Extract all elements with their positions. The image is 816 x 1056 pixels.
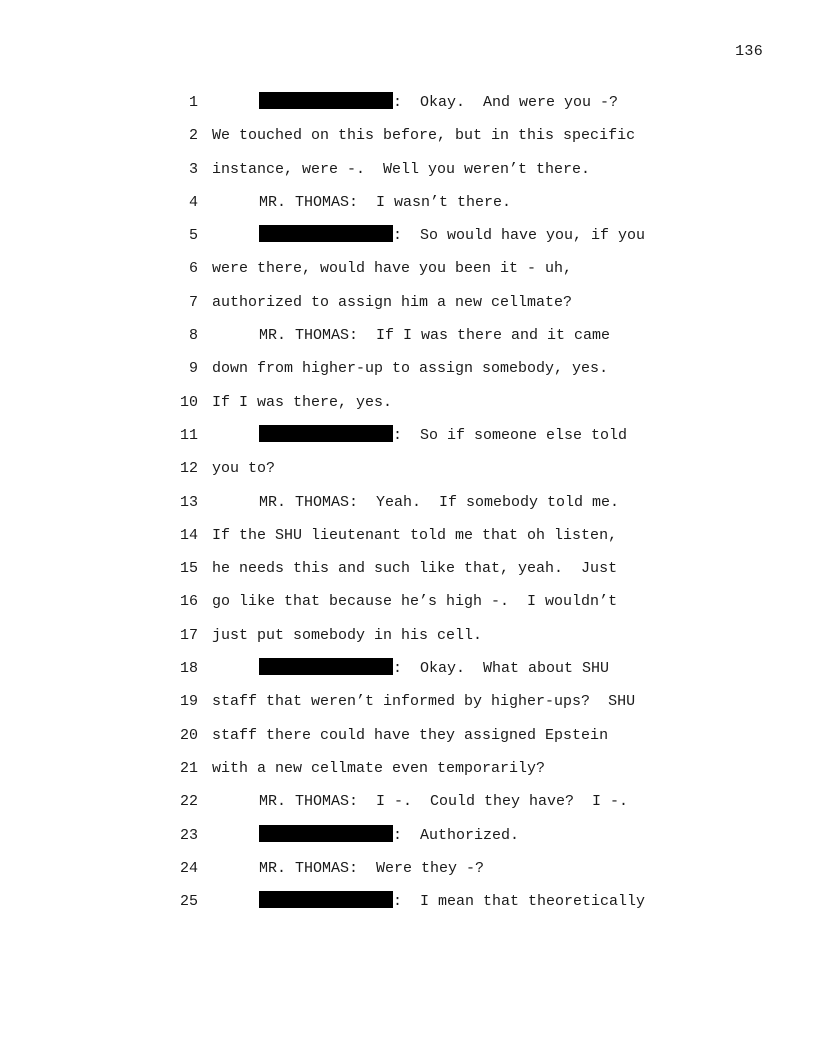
transcript-line (0, 491, 816, 524)
line-text (212, 624, 482, 648)
line-text (212, 590, 617, 614)
redaction-bar (259, 92, 393, 109)
transcript-line (0, 690, 816, 723)
transcript-line (0, 257, 816, 290)
spoken-text: staff that weren’t informed by higher-ups? SHU (212, 693, 636, 711)
transcript-line (0, 590, 816, 623)
line-text (259, 91, 618, 115)
line-number: 16 (179, 593, 198, 611)
transcript-line (0, 824, 816, 857)
line-text (212, 158, 590, 182)
transcript-line (0, 424, 816, 457)
spoken-text: you to? (212, 460, 276, 478)
line-number: 8 (188, 327, 198, 345)
transcript-body (0, 91, 816, 923)
redaction-bar (259, 425, 393, 442)
spoken-text: staff there could have they assigned Epstein (212, 726, 609, 744)
line-text (212, 557, 617, 581)
transcript-line (0, 890, 816, 923)
line-number: 17 (179, 626, 198, 644)
transcript-line (0, 91, 816, 124)
transcript-line (0, 557, 816, 590)
line-number: 13 (179, 493, 198, 511)
line-number: 9 (188, 360, 198, 378)
line-text (212, 357, 608, 381)
line-text (259, 857, 484, 881)
line-number: 12 (179, 460, 198, 478)
line-number: 11 (179, 426, 198, 444)
line-number: 15 (179, 560, 198, 578)
line-text (212, 257, 572, 281)
transcript-line (0, 524, 816, 557)
line-text (212, 757, 545, 781)
spoken-text: : So if someone else told (393, 426, 628, 444)
transcript-line (0, 324, 816, 357)
transcript-line (0, 391, 816, 424)
spoken-text: : Authorized. (393, 826, 520, 844)
redaction-bar (259, 825, 393, 842)
spoken-text: : Okay. And were you -? (393, 94, 619, 111)
spoken-text: with a new cellmate even temporarily? (212, 759, 546, 777)
spoken-text: go like that because he’s high -. I wouldn’t (212, 593, 618, 611)
line-text (259, 657, 609, 681)
spoken-text: instance, were -. Well you weren’t there. (212, 160, 591, 178)
spoken-text: If I was there, yes. (212, 393, 393, 411)
line-text (212, 690, 635, 714)
line-text (259, 324, 610, 348)
spoken-text: MR. THOMAS: If I was there and it came (259, 327, 611, 345)
spoken-text: : Okay. What about SHU (393, 660, 610, 678)
line-text (259, 424, 627, 448)
spoken-text: MR. THOMAS: I wasn’t there. (259, 193, 512, 211)
redaction-bar (259, 891, 393, 908)
transcript-line (0, 457, 816, 490)
line-text (212, 291, 572, 315)
line-text (259, 790, 628, 814)
transcript-line (0, 757, 816, 790)
spoken-text: were there, would have you been it - uh, (212, 260, 573, 278)
transcript-line (0, 191, 816, 224)
transcript-line (0, 790, 816, 823)
line-text (212, 124, 635, 148)
spoken-text: : I mean that theoretically (393, 893, 646, 911)
redaction-bar (259, 225, 393, 242)
line-text (259, 824, 519, 848)
line-number: 23 (179, 826, 198, 844)
line-number: 19 (179, 693, 198, 711)
line-number: 25 (179, 893, 198, 911)
transcript-line (0, 291, 816, 324)
transcript-line (0, 357, 816, 390)
spoken-text: authorized to assign him a new cellmate? (212, 293, 573, 311)
line-number: 14 (179, 526, 198, 544)
spoken-text: If the SHU lieutenant told me that oh listen, (212, 526, 618, 544)
line-number: 21 (179, 759, 198, 777)
line-number: 22 (179, 793, 198, 811)
line-number: 6 (188, 260, 198, 278)
spoken-text: : So would have you, if you (393, 227, 646, 245)
spoken-text: he needs this and such like that, yeah. Just (212, 560, 618, 578)
line-number: 20 (179, 726, 198, 744)
transcript-line (0, 158, 816, 191)
line-number: 24 (179, 859, 198, 877)
line-text (259, 890, 645, 914)
line-number: 4 (188, 193, 198, 211)
line-number: 3 (188, 160, 198, 178)
line-text (212, 457, 275, 481)
line-text (259, 191, 511, 215)
transcript-line (0, 657, 816, 690)
line-text (259, 224, 645, 248)
spoken-text: down from higher-up to assign somebody, yes. (212, 360, 609, 378)
line-number: 18 (179, 660, 198, 678)
line-number: 7 (188, 293, 198, 311)
transcript-line (0, 857, 816, 890)
spoken-text: just put somebody in his cell. (212, 626, 483, 644)
line-number: 1 (188, 94, 198, 111)
redaction-bar (259, 658, 393, 675)
line-text (212, 724, 608, 748)
line-text (212, 524, 617, 548)
line-number: 2 (188, 127, 198, 145)
line-text (259, 491, 619, 515)
spoken-text: MR. THOMAS: I -. Could they have? I -. (259, 793, 629, 811)
line-number: 5 (188, 227, 198, 245)
spoken-text: MR. THOMAS: Yeah. If somebody told me. (259, 493, 620, 511)
transcript-line (0, 224, 816, 257)
transcript-line (0, 624, 816, 657)
transcript-line (0, 124, 816, 157)
spoken-text: We touched on this before, but in this specific (212, 127, 636, 145)
transcript-line (0, 724, 816, 757)
line-number: 10 (179, 393, 198, 411)
spoken-text: MR. THOMAS: Were they -? (259, 859, 485, 877)
line-text (212, 391, 392, 415)
page-number: 136 (735, 43, 763, 60)
